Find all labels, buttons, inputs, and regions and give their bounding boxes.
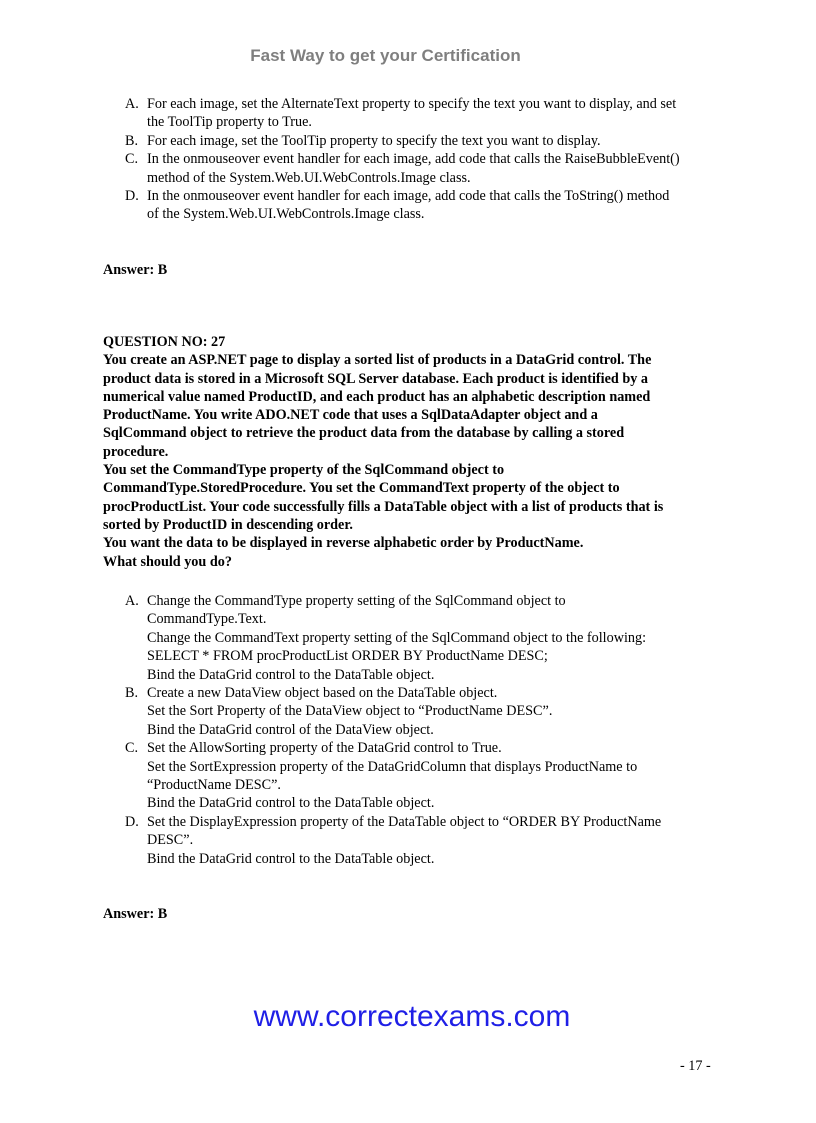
prev-option-d [125, 187, 722, 224]
option-text-line: Bind the DataGrid control of the DataView object. [147, 721, 434, 738]
option-text-line: Bind the DataGrid control to the DataTable object. [147, 666, 435, 683]
option-b [125, 684, 722, 739]
option-text-line: Bind the DataGrid control to the DataTable object. [147, 795, 435, 812]
question-block [103, 333, 723, 571]
option-text-line: “ProductName DESC”. [147, 777, 281, 794]
question-text-line: You create an ASP.NET page to display a sorted list of products in a DataGrid control. The [103, 352, 652, 369]
prev-answer: Answer: B [103, 262, 168, 278]
option-text-line: In the onmouseover event handler for each image, add code that calls the RaiseBubbleEvent() [147, 151, 680, 168]
option-text-line: DESC”. [147, 832, 194, 849]
option-text-line: SELECT * FROM procProductList ORDER BY ProductName DESC; [147, 648, 548, 665]
option-text-line: Set the Sort Property of the DataView object to “ProductName DESC”. [147, 703, 553, 720]
prev-option-a [125, 95, 722, 132]
question-text-line: ProductName. You write ADO.NET code that uses a SqlDataAdapter object and a [103, 407, 598, 424]
question-text-line: procProductList. Your code successfully fills a DataTable object with a list of products that is [103, 498, 664, 515]
question-text-line: product data is stored in a Microsoft SQL Server database. Each product is identified by a [103, 370, 648, 387]
option-a [125, 592, 722, 684]
page-number: - 17 - [680, 1058, 711, 1074]
option-text-line: of the System.Web.UI.WebControls.Image class. [147, 206, 425, 223]
question-answer: Answer: B [103, 906, 168, 922]
option-text-line: Change the CommandType property setting of the SqlCommand object to [147, 593, 566, 609]
option-text-line: Set the DisplayExpression property of the DataTable object to “ORDER BY ProductName [147, 813, 662, 830]
question-options [125, 592, 722, 868]
option-text-line: Set the SortExpression property of the DataGridColumn that displays ProductName to [147, 758, 638, 775]
option-letter: C. [125, 151, 139, 168]
option-text-line: the ToolTip property to True. [147, 114, 312, 131]
option-d [125, 813, 722, 868]
option-letter: A. [125, 593, 139, 609]
option-letter: C. [125, 740, 139, 757]
question-text-line: procedure. [103, 443, 169, 460]
question-text-line: You set the CommandType property of the SqlCommand object to [103, 462, 505, 479]
option-text-line: Create a new DataView object based on the DataTable object. [147, 685, 498, 702]
option-text-line: method of the System.Web.UI.WebControls.Image class. [147, 169, 471, 186]
page-header-title: Fast Way to get your Certification [250, 46, 521, 65]
option-text-line: Set the AllowSorting property of the DataGrid control to True. [147, 740, 502, 757]
option-text-line: For each image, set the ToolTip property to specify the text you want to display. [147, 132, 601, 149]
option-letter: A. [125, 96, 139, 112]
option-text-line: CommandType.Text. [147, 611, 267, 628]
option-text-line: For each image, set the AlternateText property to specify the text you want to display, and set [147, 96, 677, 112]
question-text-line: CommandType.StoredProcedure. You set the CommandText property of the object to [103, 480, 620, 497]
option-text-line: Change the CommandText property setting of the SqlCommand object to the following: [147, 629, 647, 646]
prev-question-options [125, 95, 722, 224]
option-letter: B. [125, 685, 139, 702]
option-letter: B. [125, 132, 139, 149]
option-letter: D. [125, 188, 139, 205]
question-text-line: SqlCommand object to retrieve the product data from the database by calling a stored [103, 425, 625, 442]
question-text-line: You want the data to be displayed in reverse alphabetic order by ProductName. [103, 535, 584, 552]
question-text-line: numerical value named ProductID, and each product has an alphabetic description named [103, 388, 651, 405]
option-text-line: In the onmouseover event handler for each image, add code that calls the ToString() method [147, 188, 670, 205]
prev-option-b [125, 132, 722, 150]
option-text-line: Bind the DataGrid control to the DataTable object. [147, 850, 435, 867]
prev-option-c [125, 150, 722, 187]
option-c [125, 739, 722, 813]
question-number: QUESTION NO: 27 [103, 334, 226, 350]
option-letter: D. [125, 813, 139, 830]
question-text-line: What should you do? [103, 553, 232, 570]
question-text-line: sorted by ProductID in descending order. [103, 516, 353, 533]
footer-website-link[interactable]: www.correctexams.com [253, 1000, 571, 1033]
